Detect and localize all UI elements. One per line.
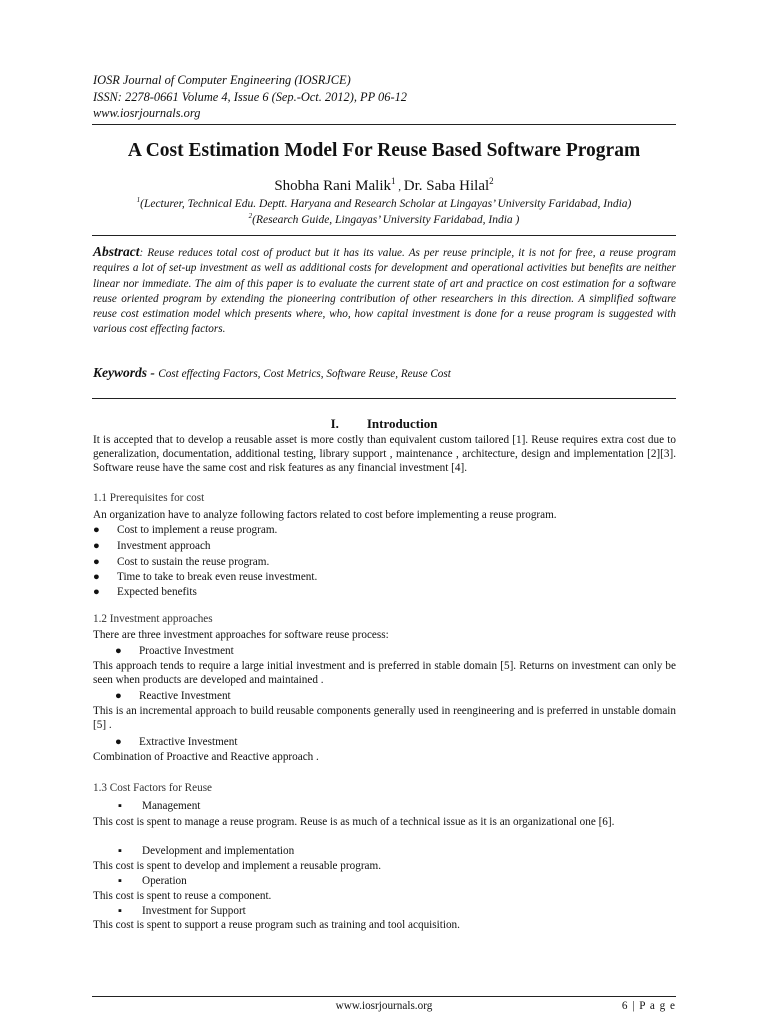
section-heading <box>0 416 768 432</box>
abstract <box>93 244 676 338</box>
authors-line <box>0 176 768 195</box>
square-bullet-icon: ▪ <box>118 905 122 917</box>
subsection-1-1-title: 1.1 Prerequisites for cost <box>93 492 205 504</box>
management-text: This cost is spent to manage a reuse program. Reuse is as much of a technical issue as it is an organizational one [6]. <box>93 816 615 828</box>
journal-name: IOSR Journal of Computer Engineering (IOSRJCE) <box>93 73 351 87</box>
issn-line: ISSN: 2278-0661 Volume 4, Issue 6 (Sep.-Oct. 2012), PP 06-12 <box>93 89 407 104</box>
support-text: This cost is spent to support a reuse program such as training and tool acquisition. <box>93 919 460 931</box>
keywords-label: Keywords - <box>93 365 159 380</box>
footer-url: www.iosrjournals.org <box>335 1000 433 1012</box>
list-item-text: Cost to implement a reuse program. <box>117 524 278 536</box>
bullet-icon: ● <box>115 645 122 657</box>
proactive-text: This approach tends to require a large initial investment and is preferred in stable domain [5]. Returns on investment can only be seen when products are developed and maintained . <box>93 660 676 686</box>
devimpl-label: Development and implementation <box>142 845 295 857</box>
affiliation-2 <box>0 212 768 226</box>
subsection-1-3-title: 1.3 Cost Factors for Reuse <box>93 782 213 794</box>
header-divider <box>92 124 676 125</box>
journal-website: www.iosrjournals.org <box>93 106 201 120</box>
management-label: Management <box>142 800 201 812</box>
footer-divider <box>92 996 676 997</box>
author-separator: , <box>395 181 404 193</box>
reactive-text: This is an incremental approach to build reusable components generally used in reengineering and is preferred in unstable domain [5] . <box>93 705 676 731</box>
bullet-icon: ● <box>115 690 122 702</box>
list-item-text: Time to take to break even reuse investment. <box>117 571 318 583</box>
bullet-icon: ● <box>93 571 100 583</box>
affiliation-1 <box>0 196 768 210</box>
operation-label: Operation <box>142 875 187 887</box>
keywords <box>93 365 676 381</box>
extractive-label: Extractive Investment <box>139 736 238 748</box>
extractive-text: Combination of Proactive and Reactive approach . <box>93 751 319 763</box>
section-title: Introduction <box>366 416 438 431</box>
section-number: I. <box>330 416 339 431</box>
intro-paragraph: It is accepted that to develop a reusable asset is more costly than equivalent custom tailored [1]. Reuse requires extra cost due to generalization, documentation, additional testing, library support , maintenance , architecture, design and implementation [2][3]. Software reuse have the same cost and risk features as any financial investment [4]. <box>93 434 676 474</box>
journal-header <box>93 72 407 122</box>
author-1: Shobha Rani Malik <box>274 178 391 194</box>
affiliation-2-sup: 2 <box>248 212 253 220</box>
affiliation-1-sup: 1 <box>136 196 141 204</box>
subsection-1-2-title: 1.2 Investment approaches <box>93 613 213 625</box>
list-item-text: Expected benefits <box>117 586 197 598</box>
author-2-sup: 2 <box>489 176 494 186</box>
affiliation-2-text: (Research Guide, Lingayas’ University Faridabad, India ) <box>252 213 520 226</box>
author-2: Dr. Saba Hilal <box>403 178 490 194</box>
square-bullet-icon: ▪ <box>118 875 122 887</box>
affiliation-1-text: (Lecturer, Technical Edu. Deptt. Haryana and Research Scholar at Lingayas’ University Faridabad, India) <box>140 197 632 210</box>
footer-page-number: 6 | P a g e <box>621 1000 676 1012</box>
square-bullet-icon: ▪ <box>118 845 122 857</box>
abstract-text: : Reuse reduces total cost of product but it has its value. As per reuse principle, it is not for free, a reuse program requires a lot of set-up investment as well as additional costs for development and operational activities but benefits are neither linear nor immediate. The aim of this paper is to evaluate the current state of art and practice on cost estimation for a software reuse oriented program by extending the pioneering contribution of other researchers in this direction. A simplified software reuse cost estimation model which presents where, who, how capital investment is done for a reuse program is suggested with various cost effecting factors. <box>93 247 676 336</box>
abstract-top-divider <box>92 235 676 236</box>
author-1-sup: 1 <box>391 176 396 186</box>
list-item-text: Investment approach <box>117 540 211 552</box>
reactive-label: Reactive Investment <box>139 690 231 702</box>
paper-title: A Cost Estimation Model For Reuse Based Software Program <box>127 140 641 161</box>
devimpl-text: This cost is spent to develop and implement a reusable program. <box>93 860 382 872</box>
bullet-icon: ● <box>93 556 100 568</box>
keywords-text: Cost effecting Factors, Cost Metrics, Software Reuse, Reuse Cost <box>158 368 451 380</box>
bullet-icon: ● <box>115 736 122 748</box>
abstract-label: Abstract <box>93 244 140 259</box>
subsection-1-1-intro: An organization have to analyze following factors related to cost before implementing a reuse program. <box>93 509 557 521</box>
abstract-bottom-divider <box>92 398 676 399</box>
bullet-icon: ● <box>93 586 100 598</box>
support-label: Investment for Support <box>142 905 246 917</box>
square-bullet-icon: ▪ <box>118 800 122 812</box>
subsection-1-2-intro: There are three investment approaches for software reuse process: <box>93 629 389 641</box>
bullet-icon: ● <box>93 540 100 552</box>
proactive-label: Proactive Investment <box>139 645 234 657</box>
list-item-text: Cost to sustain the reuse program. <box>117 556 270 568</box>
bullet-icon: ● <box>93 524 100 536</box>
operation-text: This cost is spent to reuse a component. <box>93 890 272 902</box>
